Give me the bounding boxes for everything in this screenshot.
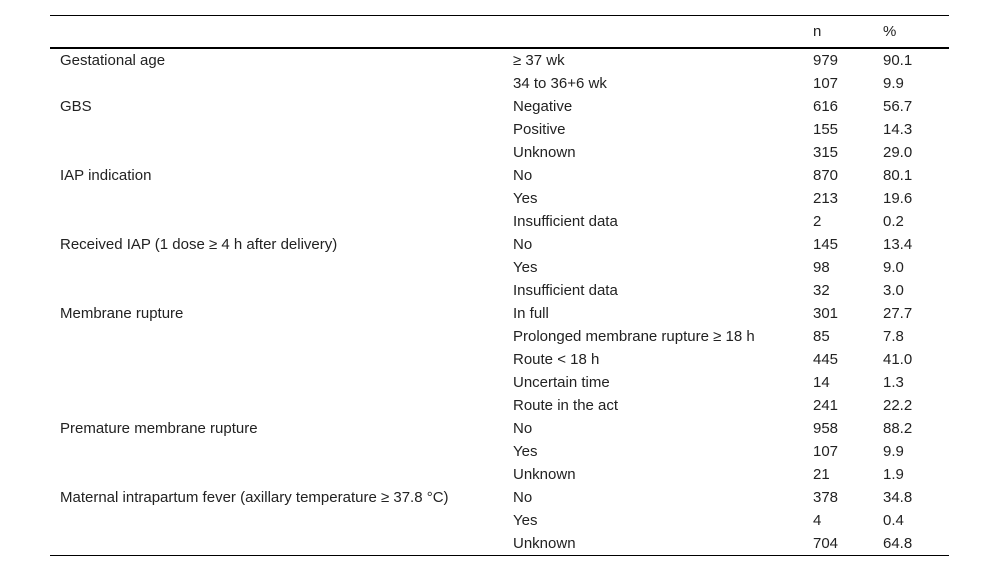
- row-variable-cell: IAP indication: [60, 167, 152, 184]
- row-percent-cell: 22.2: [883, 397, 913, 414]
- row-percent-cell: 34.8: [883, 489, 913, 506]
- row-n-cell: 704: [813, 535, 839, 552]
- row-n-cell: 21: [813, 466, 830, 483]
- row-category-cell: Route < 18 h: [513, 351, 600, 368]
- data-table-container: [50, 15, 949, 556]
- row-percent-cell: 64.8: [883, 535, 913, 552]
- row-n-cell: 98: [813, 259, 830, 276]
- row-variable-cell: Premature membrane rupture: [60, 420, 258, 437]
- row-variable-cell: [50, 118, 513, 141]
- row-percent-cell: 1.9: [883, 466, 904, 483]
- row-n-cell: 315: [813, 144, 839, 161]
- row-n-cell: 616: [813, 98, 839, 115]
- table-row: [50, 371, 949, 394]
- row-percent-cell: 19.6: [883, 190, 913, 207]
- row-percent-cell: 41.0: [883, 351, 913, 368]
- row-variable-cell: [50, 210, 513, 233]
- row-percent-cell: 27.7: [883, 305, 913, 322]
- header-row: [50, 16, 949, 49]
- row-percent-cell: 9.9: [883, 75, 904, 92]
- row-variable-cell: Membrane rupture: [60, 305, 184, 322]
- row-category-cell: No: [513, 489, 533, 506]
- table-row: [50, 210, 949, 233]
- table-row: [50, 325, 949, 348]
- table-row: [50, 187, 949, 210]
- row-n-cell: 14: [813, 374, 830, 391]
- table-row: [50, 279, 949, 302]
- row-percent-cell: 88.2: [883, 420, 913, 437]
- row-percent-cell: 3.0: [883, 282, 904, 299]
- row-percent-cell: 13.4: [883, 236, 913, 253]
- row-percent-cell: 9.0: [883, 259, 904, 276]
- row-percent-cell: 7.8: [883, 328, 904, 345]
- row-n-cell: 870: [813, 167, 839, 184]
- table-row: [50, 233, 949, 256]
- row-percent-cell: 9.9: [883, 443, 904, 460]
- row-category-cell: No: [513, 420, 533, 437]
- table-row: [50, 486, 949, 509]
- row-variable-cell: [50, 325, 513, 348]
- row-variable-cell: [50, 532, 513, 556]
- header-category: [513, 16, 813, 49]
- table-row: [50, 95, 949, 118]
- row-variable-cell: Maternal intrapartum fever (axillary temperature ≥ 37.8 °C): [60, 489, 449, 506]
- row-category-cell: No: [513, 167, 533, 184]
- row-category-cell: Positive: [513, 121, 566, 138]
- row-n-cell: 378: [813, 489, 839, 506]
- row-n-cell: 85: [813, 328, 830, 345]
- row-category-cell: Route in the act: [513, 397, 619, 414]
- table-row: [50, 532, 949, 556]
- row-variable-cell: [50, 187, 513, 210]
- row-variable-cell: [50, 279, 513, 302]
- row-n-cell: 979: [813, 52, 839, 69]
- table-row: [50, 48, 949, 72]
- row-n-cell: 32: [813, 282, 830, 299]
- row-variable-cell: GBS: [60, 98, 92, 115]
- row-category-cell: In full: [513, 305, 549, 322]
- row-category-cell: Yes: [513, 190, 538, 207]
- row-category-cell: Unknown: [513, 144, 576, 161]
- row-percent-cell: 80.1: [883, 167, 913, 184]
- table-row: [50, 302, 949, 325]
- row-n-cell: 4: [813, 512, 822, 529]
- table-row: [50, 118, 949, 141]
- row-variable-cell: [50, 141, 513, 164]
- row-category-cell: Yes: [513, 512, 538, 529]
- row-percent-cell: 0.4: [883, 512, 904, 529]
- row-variable-cell: [50, 463, 513, 486]
- row-category-cell: 34 to 36+6 wk: [513, 75, 607, 92]
- row-category-cell: Prolonged membrane rupture ≥ 18 h: [513, 328, 755, 345]
- row-variable-cell: [50, 256, 513, 279]
- row-percent-cell: 1.3: [883, 374, 904, 391]
- row-percent-cell: 0.2: [883, 213, 904, 230]
- row-category-cell: Unknown: [513, 466, 576, 483]
- table-row: [50, 440, 949, 463]
- header-variable: [50, 16, 513, 49]
- row-variable-cell: [50, 440, 513, 463]
- row-category-cell: Yes: [513, 259, 538, 276]
- row-category-cell: Insufficient data: [513, 213, 618, 230]
- row-variable-cell: [50, 348, 513, 371]
- table-row: [50, 348, 949, 371]
- table-row: [50, 394, 949, 417]
- table-row: [50, 417, 949, 440]
- row-percent-cell: 90.1: [883, 52, 913, 69]
- row-category-cell: Insufficient data: [513, 282, 618, 299]
- row-variable-cell: [50, 72, 513, 95]
- table-row: [50, 141, 949, 164]
- table-body: [50, 48, 949, 556]
- table-row: [50, 509, 949, 532]
- row-n-cell: 241: [813, 397, 839, 414]
- row-category-cell: ≥ 37 wk: [513, 52, 565, 69]
- row-n-cell: 107: [813, 443, 839, 460]
- row-category-cell: Negative: [513, 98, 573, 115]
- row-variable-cell: [50, 371, 513, 394]
- row-n-cell: 107: [813, 75, 839, 92]
- row-variable-cell: Received IAP (1 dose ≥ 4 h after delivery): [60, 236, 338, 253]
- header-n: n: [813, 23, 822, 40]
- row-percent-cell: 56.7: [883, 98, 913, 115]
- row-n-cell: 2: [813, 213, 822, 230]
- row-n-cell: 445: [813, 351, 839, 368]
- row-n-cell: 213: [813, 190, 839, 207]
- row-variable-cell: Gestational age: [60, 52, 166, 69]
- row-variable-cell: [50, 394, 513, 417]
- row-n-cell: 155: [813, 121, 839, 138]
- row-category-cell: Uncertain time: [513, 374, 610, 391]
- table-row: [50, 463, 949, 486]
- row-percent-cell: 14.3: [883, 121, 913, 138]
- row-n-cell: 145: [813, 236, 839, 253]
- table-row: [50, 72, 949, 95]
- row-category-cell: No: [513, 236, 533, 253]
- row-n-cell: 958: [813, 420, 839, 437]
- header-percent: %: [883, 23, 897, 40]
- table-row: [50, 256, 949, 279]
- row-category-cell: Unknown: [513, 535, 576, 552]
- table-header: [50, 16, 949, 49]
- maternal-characteristics-table: [50, 15, 949, 556]
- row-percent-cell: 29.0: [883, 144, 913, 161]
- row-variable-cell: [50, 509, 513, 532]
- row-n-cell: 301: [813, 305, 839, 322]
- row-category-cell: Yes: [513, 443, 538, 460]
- table-row: [50, 164, 949, 187]
